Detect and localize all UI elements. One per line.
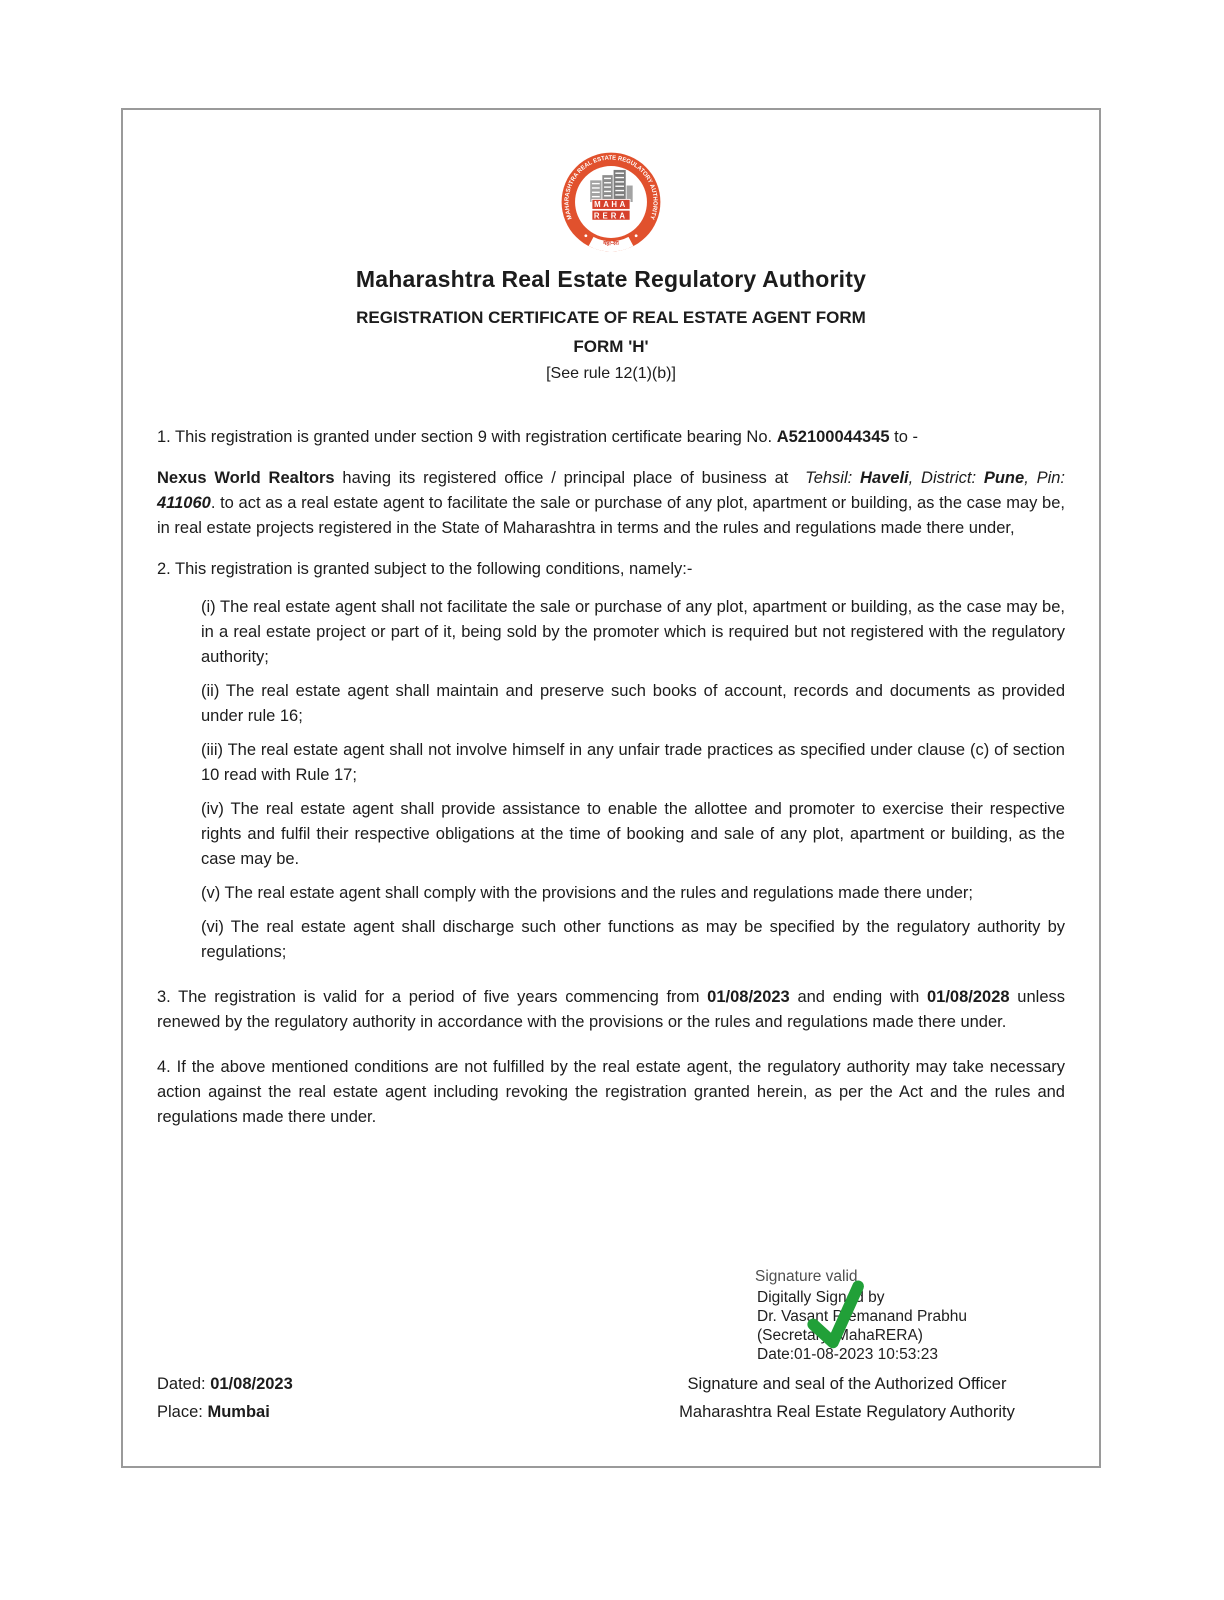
certificate-body [157, 425, 1065, 1130]
maharera-seal-icon [559, 150, 663, 254]
authorized-officer-captions [679, 1370, 1015, 1426]
tehsil-value: Haveli [860, 469, 909, 487]
certificate-page [121, 108, 1101, 1468]
seal-dot-right [635, 234, 638, 237]
valid-from-date: 01/08/2023 [707, 988, 790, 1006]
clause-1 [157, 425, 1065, 450]
dated-label: Dated: [157, 1375, 211, 1393]
signer-role: (Secretary, MahaRERA) [757, 1327, 923, 1344]
district-value: Pune [983, 469, 1025, 487]
separator: , [908, 469, 922, 487]
clause-1-suffix: to - [889, 428, 918, 446]
place-value: Mumbai [207, 1403, 270, 1421]
caption-authorized-officer: Signature and seal of the Authorized Officer [687, 1375, 1007, 1393]
validity-mid-text: and ending with [789, 988, 927, 1006]
agent-name: Nexus World Realtors [157, 469, 335, 487]
signature-valid-checkmark-icon [802, 1278, 869, 1356]
conditions-list [157, 595, 1065, 965]
digital-signature-details [757, 1288, 1015, 1364]
tehsil-label: Tehsil: [805, 469, 861, 487]
logo-container [157, 150, 1065, 254]
condition-v: (v) The real estate agent shall comply with the provisions and the rules and regulations made there under; [201, 884, 973, 902]
validity-suffix-text: unless renewed by the regulatory authority in accordance with the provisions or the rules and regulations made there under. [157, 988, 1065, 1031]
condition-iv: (iv) The real estate agent shall provide assistance to enable the allottee and promoter to exercise their respective rights and fulfil their respective obligations at the time of booking and sale of any plot, apartment or building, as the case may be. [201, 800, 1065, 868]
condition-ii: (ii) The real estate agent shall maintain and preserve such books of account, records and documents as provided under rule 16; [201, 682, 1065, 725]
seal-dot-left [584, 234, 587, 237]
rule-reference: [See rule 12(1)(b)] [546, 365, 676, 382]
page-title: Maharashtra Real Estate Regulatory Authority [355, 266, 867, 292]
condition-i: (i) The real estate agent shall not facilitate the sale or purchase of any plot, apartment or building, as the case may be, in a real estate project or part of it, being sold by the promoter which is required but not registered with the regulatory authority; [201, 598, 1065, 666]
agent-details-paragraph [157, 466, 1065, 541]
separator: , [1024, 469, 1037, 487]
clause-4: 4. If the above mentioned conditions are not fulfilled by the real estate agent, the regulatory authority may take necessary action against the real estate agent including revoking the registration granted herein, as per the Act and the rules and regulations made there under. [157, 1058, 1065, 1126]
maha-rera-badge [592, 199, 630, 220]
seal-bottom-text: महा-रेरा [602, 240, 620, 248]
district-label: District: [921, 469, 984, 487]
form-number: FORM 'H' [573, 337, 649, 356]
clause-3 [157, 985, 1065, 1035]
signer-name: Dr. Vasant Premanand Prabhu [757, 1308, 967, 1325]
agent-scope-text: . to act as a real estate agent to facilitate the sale or purchase of any plot, apartment or building, as the case may be, in real estate projects registered in the State of Maharashtra in terms and the rules and regulations made there under, [157, 494, 1065, 537]
certificate-number: A52100044345 [776, 428, 890, 446]
badge-text-maha: MAHA [594, 200, 628, 210]
place-line [157, 1398, 293, 1426]
condition-vi: (vi) The real estate agent shall discharge such other functions as may be specified by the regulatory authority by regulations; [201, 918, 1065, 961]
date-place-block [157, 1370, 293, 1426]
certificate-footer [157, 1268, 1065, 1426]
signature-block [679, 1268, 1015, 1426]
seal-ring-text: MAHARASHTRA REAL ESTATE REGULATORY AUTHORITY [564, 155, 658, 221]
certificate-subtitle: REGISTRATION CERTIFICATE OF REAL ESTATE AGENT FORM [356, 308, 866, 327]
valid-to-date: 01/08/2028 [927, 988, 1010, 1006]
signature-valid-text: Signature valid [755, 1268, 858, 1285]
clause-1-text: 1. This registration is granted under section 9 with registration certificate bearing No. [157, 428, 777, 446]
signature-date: Date:01-08-2023 10:53:23 [757, 1346, 938, 1363]
place-label: Place: [157, 1403, 208, 1421]
dated-value: 01/08/2023 [210, 1375, 293, 1393]
caption-authority-name: Maharashtra Real Estate Regulatory Authority [679, 1403, 1015, 1421]
signed-by-line: Digitally Signed by [757, 1289, 885, 1306]
pin-value: 411060 [157, 494, 211, 512]
dated-line [157, 1370, 293, 1398]
condition-iii: (iii) The real estate agent shall not involve himself in any unfair trade practices as specified under clause (c) of section 10 read with Rule 17; [201, 741, 1065, 784]
pin-label: Pin: [1036, 469, 1066, 487]
agent-office-text: having its registered office / principal place of business at [334, 469, 797, 487]
validity-text: 3. The registration is valid for a period of five years commencing from [157, 988, 708, 1006]
clause-2: 2. This registration is granted subject to the following conditions, namely:- [157, 560, 693, 578]
badge-text-rera: RERA [593, 211, 629, 221]
